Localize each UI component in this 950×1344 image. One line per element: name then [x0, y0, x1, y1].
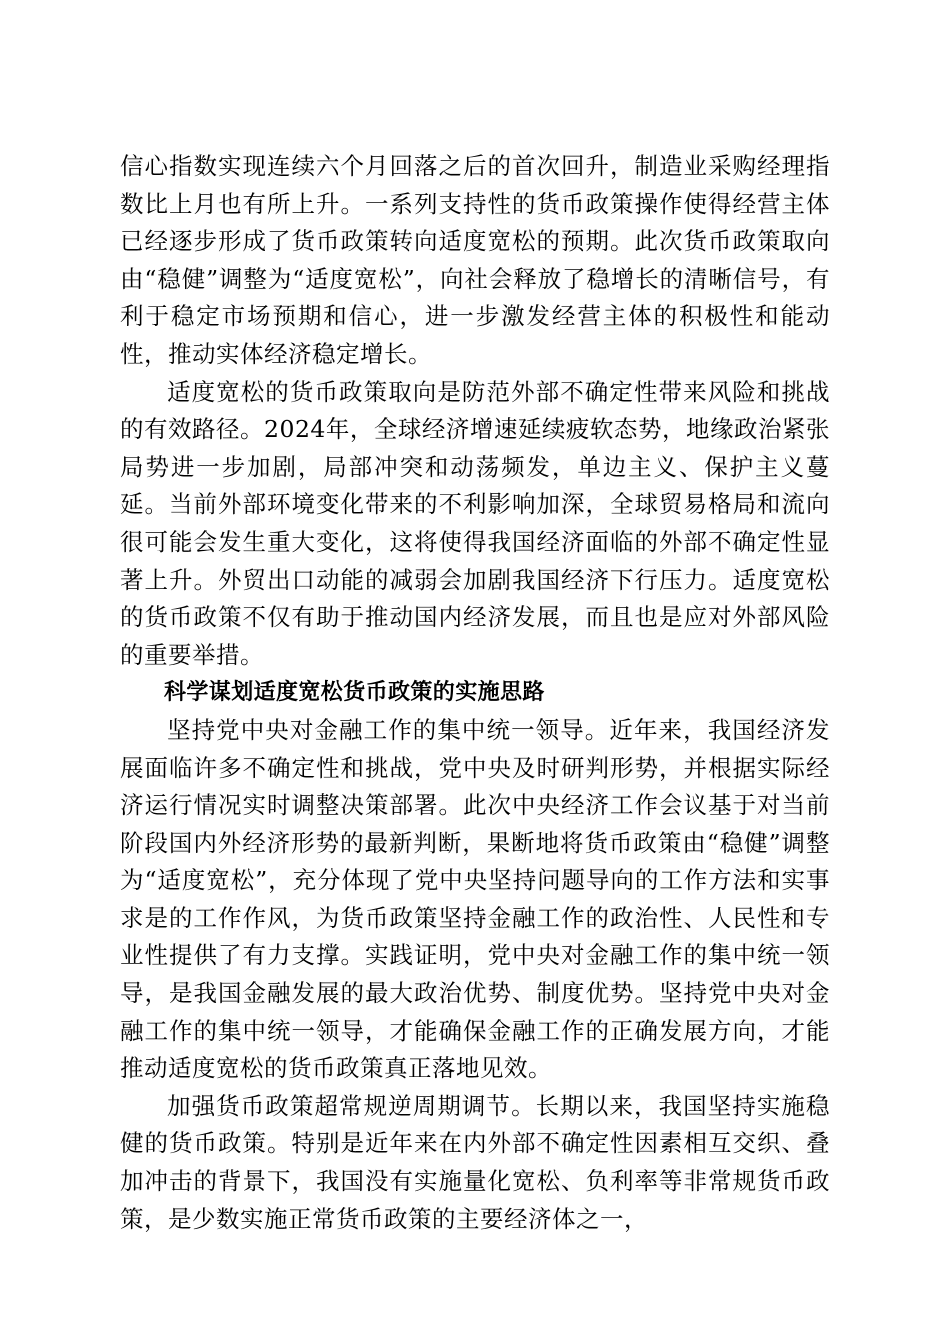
section-heading: 科学谋划适度宽松货币政策的实施思路 [164, 680, 545, 706]
paragraph-external-uncertainty: 适度宽松的货币政策取向是防范外部不确定性带来风险和挑战的有效路径。2024年，全球经济增速延续疲软态势，地缘政治紧张局势进一步加剧，局部冲突和动荡频发，单边主义、保护主义蔓延。当前外部环境变化带来的不利影响加深，全球贸易格局和流向很可能会发生重大变化，这将使得我国经济面临的外部不确定性显著上升。外贸出口动能的减弱会加剧我国经济下行压力。适度宽松的货币政策不仅有助于推动国内经济发展，而且也是应对外部风险的重要举措。 [120, 377, 830, 669]
paragraph-countercyclical-adjustment: 加强货币政策超常规逆周期调节。长期以来，我国坚持实施稳健的货币政策。特别是近年来在内外部不确定性因素相互交织、叠加冲击的背景下，我国没有实施量化宽松、负利率等非常规货币政策，是少数实施正常货币政策的主要经济体之一， [120, 1091, 830, 1233]
paragraph-continuation: 信心指数实现连续六个月回落之后的首次回升，制造业采购经理指数比上月也有所上升。一系列支持性的货币政策操作使得经营主体已经逐步形成了货币政策转向适度宽松的预期。此次货币政策取向由“稳健”调整为“适度宽松”，向社会释放了稳增长的清晰信号，有利于稳定市场预期和信心，进一步激发经营主体的积极性和能动性，推动实体经济稳定增长。 [120, 152, 830, 368]
document-page [120, 148, 830, 1238]
paragraph-party-leadership: 坚持党中央对金融工作的集中统一领导。近年来，我国经济发展面临许多不确定性和挑战，党中央及时研判形势，并根据实际经济运行情况实时调整决策部署。此次中央经济工作会议基于对当前阶段国内外经济形势的最新判断，果断地将货币政策由“稳健”调整为“适度宽松”，充分体现了党中央坚持问题导向的工作方法和实事求是的工作作风，为货币政策坚持金融工作的政治性、人民性和专业性提供了有力支撑。实践证明，党中央对金融工作的集中统一领导，是我国金融发展的最大政治优势、制度优势。坚持党中央对金融工作的集中统一领导，才能确保金融工作的正确发展方向，才能推动适度宽松的货币政策真正落地见效。 [120, 715, 830, 1083]
